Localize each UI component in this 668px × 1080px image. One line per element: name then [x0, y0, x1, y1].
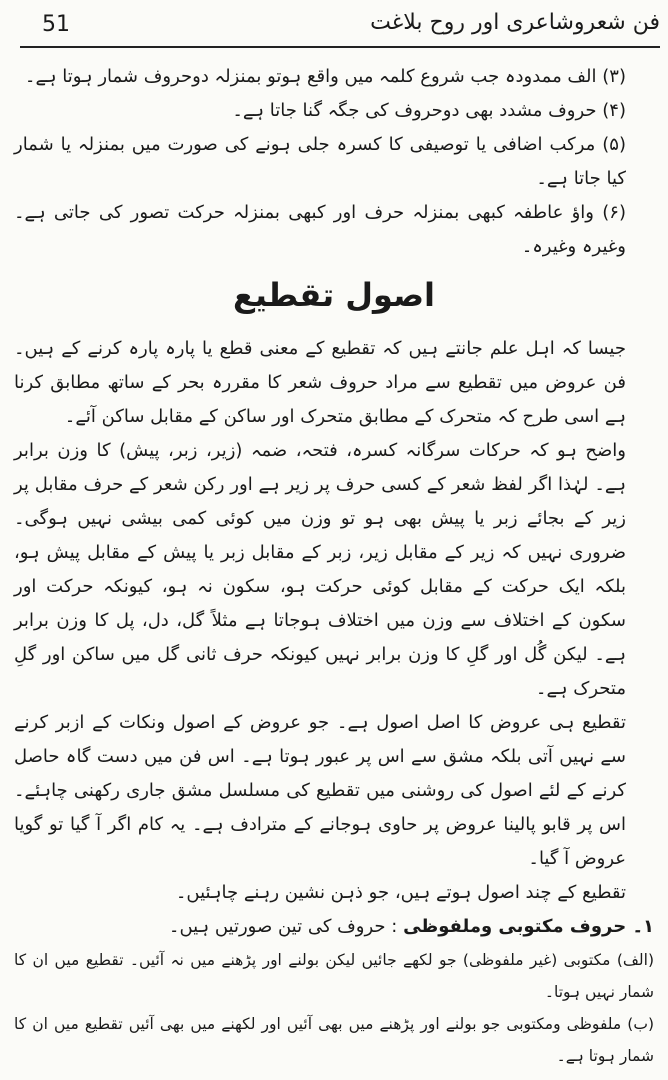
running-title: فن شعروشاعری اور روح بلاغت: [370, 10, 660, 35]
types-heading: ۱۔ حروف مکتوبی وملفوظی: [403, 916, 654, 937]
rule-6-text: (۶) واؤ عاطفہ کبھی بمنزلہ حرف اور کبھی بمنزلہ حرکت تصور کی جاتی ہے۔ وغیرہ وغیرہ۔: [14, 202, 626, 257]
paragraph-3: تقطیع ہی عروض کا اصل اصول ہے۔ جو عروض کے اصول ونکات کے ازبر کرنے سے نہیں آتی بلکہ مشق سے اس پر عبور ہوتا ہے۔ اس فن میں دست گاہ حاصل کرنے کے لئے اصول کی روشنی میں تقطیع کی مسلسل مشق جاری رکھنی چاہئے۔ اس پر قابو پالینا عروض پر حاوی ہوجانے کے مترادف ہے۔ یہ کام اگر آ گیا تو گویا عروض آ گیا۔: [14, 712, 626, 869]
paragraph-2: واضح ہو کہ حرکات سرگانہ کسرہ، فتحہ، ضمہ (زیر، زبر، پیش) کا وزن برابر ہے۔ لہٰذا اگر لفظ شعر کے کسی حرف پر زیر ہے اور رکن شعر کے حرف مقابل پر زیر کے بجائے زبر یا پیش بھی ہو تو وزن میں کوئی کمی بیشی نہیں ہوگی۔ ضروری نہیں کہ زیر کے مقابل زیر، زبر کے مقابل زبر یا پیش کے مقابل پیش ہو، بلکہ ایک حرکت کے مقابل کوئی حرکت ہو، سکون نہ ہو، کیونکہ حرکت اور سکون کے اختلاف سے وزن میں اختلاف ہوجاتا ہے مثلاً گل، دل، پل کا وزن برابر ہے۔ لیکن گُل اور گلِ کا وزن برابر نہیں کیونکہ حرف ثانی گل میں ساکن اور گلِ متحرک ہے۔: [14, 440, 626, 699]
rule-5-text: (۵) مرکب اضافی یا توصیفی کا کسرہ جلی ہونے کی صورت میں بمنزلہ یا شمار کیا جاتا: [14, 134, 626, 189]
types-intro-line: [14, 910, 654, 944]
paragraph-1: جیسا کہ اہل علم جانتے ہیں کہ تقطیع کے معنی قطع یا پارہ پارہ کرنے کے ہیں۔ فن عروض میں تقطیع سے مراد حروف شعر کا مقررہ بحر کے ساتھ مطابق کرنا ہے اسی طرح کہ متحرک کے مطابق متحرک اور ساکن کے مقابل ساکن آئے۔: [14, 338, 626, 427]
types-intro: : حروف کی تین صورتیں ہیں۔: [168, 916, 398, 937]
page-number: 51: [42, 12, 70, 37]
rule-5: [14, 128, 654, 196]
page-header: [20, 6, 660, 48]
type-a: (الف) مکتوبی (غیر ملفوظی) جو لکھے جائیں لیکن بولنے اور پڑھنے میں نہ آئیں۔ تقطیع میں ان کا شمار نہیں ہوتا۔: [14, 951, 654, 1001]
rule-4-text: (۴) حروف مشدد بھی دوحروف کی جگہ گنا جاتا ہے۔: [232, 100, 626, 121]
paragraph-4: تقطیع کے چند اصول ہوتے ہیں، جو ذہن نشین رہنے چاہئیں۔: [175, 882, 626, 903]
rule-4: [14, 94, 654, 128]
rule-3-text: (۳) الف ممدودہ جب شروع کلمہ میں واقع ہوتو بمنزلہ دوحروف شمار ہوتا: [62, 66, 626, 87]
page-body: [14, 60, 654, 1072]
type-b: (ب) ملفوظی ومکتوبی جو بولنے اور پڑھنے میں بھی آئیں اور لکھنے میں بھی آئیں تقطیع میں ان کا شمار ہوتا ہے۔: [14, 1015, 654, 1065]
rule-6: [14, 196, 654, 264]
rule-5-end: ہے۔: [536, 168, 568, 189]
section-heading: اصول تقطیع: [233, 276, 435, 314]
rule-3-end: ہے۔: [24, 66, 57, 87]
rule-3: [14, 60, 654, 94]
